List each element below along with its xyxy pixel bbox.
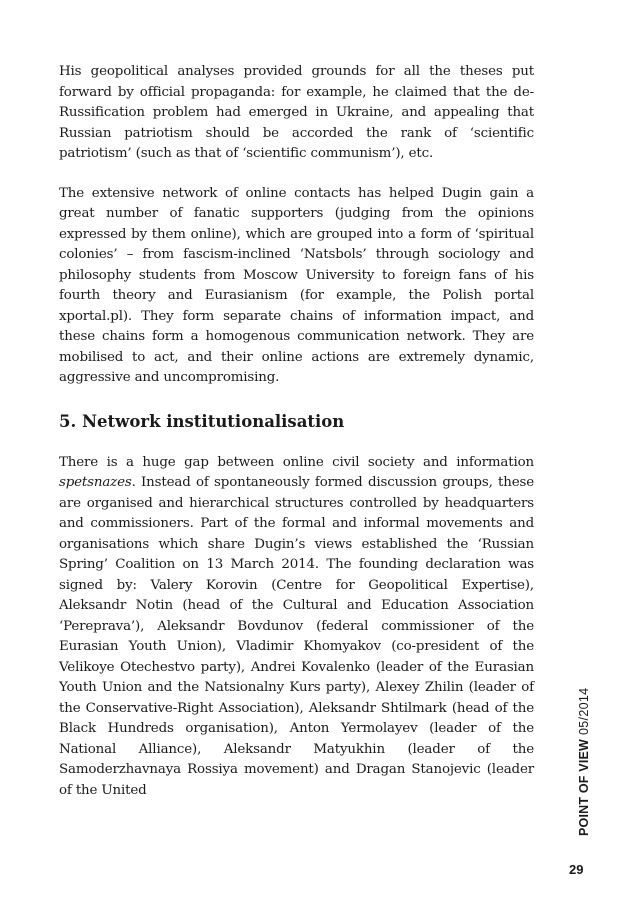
body-paragraph: His geopolitical analyses provided grounds for all the theses put forward by official propaganda: for example, he claimed that the de-Russification problem had emerged in Ukraine, and appealing that Russian patriotism should be accorded the rank of ‘scientific patriotism’ (such as that of ‘scientific communism’), etc.: [59, 64, 534, 161]
paragraph-text-start: There is a huge gap between online civil society and information: [59, 454, 534, 470]
paragraph-emphasis: spetsnazes: [59, 475, 132, 490]
issue-number: 05/2014: [577, 687, 591, 735]
section-heading: 5. Network institutionalisation: [59, 411, 345, 431]
page-body: [59, 62, 534, 801]
publication-name: POINT OF VIEW: [577, 738, 591, 836]
section-paragraph: [59, 453, 534, 802]
page-number: 29: [569, 862, 584, 877]
body-paragraph: The extensive network of online contacts has helped Dugin gain a great number of fanatic supporters (judging from the opinions expressed by them online), which are grouped into a form of ‘spiritual colonies’ – from fascism-inclined ‘Natsbols’ through sociology and philosophy students from Moscow University to foreign fans of his fourth theory and Eurasianism (for example, the Polish portal xportal.pl). They form separate chains of information impact, and these chains form a homogenous communication network. They are mobilised to act, and their online actions are extremely dynamic, aggressive and uncompromising.: [59, 185, 534, 385]
paragraph-text-rest: . Instead of spontaneously formed discussion groups, these are organised and hierarchical structures controlled by headquarters and commissioners. Part of the formal and informal movements and organisations which share Dugin’s views established the ‘Russian Spring’ Coalition on 13 March 2014. The founding declaration was signed by: Valery Korovin (Centre for Geopolitical Expertise), Aleksandr Notin (head of the Cultural and Education Association ‘Pereprava’), Aleksandr Bovdunov (federal commissioner of the Eurasian Youth Union), Vladimir Khomyakov (co-president of the Velikoye Otechestvo party), Andrei Kovalenko (leader of the Eurasian Youth Union and the Natsionalny Kurs party), Alexey Zhilin (leader of the Conservative-Right Association), Aleksandr Shtilmark (head of the Black Hundreds organisation), Anton Yermolayev (leader of the National Alliance), Aleksandr Matyukhin (leader of the Samoderzhavnaya Rossiya movement) and Dragan Stanojevic (leader of the United: [59, 475, 534, 798]
running-header: [577, 688, 591, 836]
